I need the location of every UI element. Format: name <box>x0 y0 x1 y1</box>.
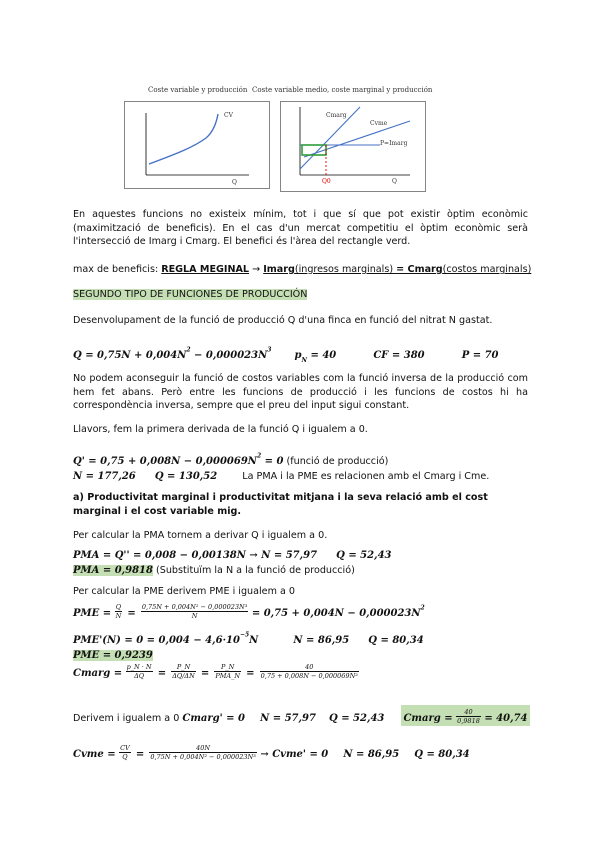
cmarg-line-eq: Cmarg' = 0 <box>182 713 246 724</box>
cvme-label: Cvme <box>370 120 388 127</box>
paragraph-optimum: En aquestes funcions no existeix mínim, tot i que sí que pot existir òptim econòmic (maximització de beneficis). En el cas d'un mercat competitiu el òptim econòmic serà l'intersecció de Imarg i Cmarg. El benefici és l'àrea del rectangle verd. <box>73 209 528 247</box>
pme-lhs: PME = <box>73 608 115 619</box>
eq-pn-val: = 40 <box>306 350 337 361</box>
cmarg-f1-num: p_N · N <box>126 663 152 671</box>
pme-deriv-n: N <box>249 635 259 646</box>
cmarg-lhs: Cmarg = <box>73 668 126 679</box>
pme-frac1-num: Q <box>115 603 122 611</box>
cv-label: CV <box>224 112 233 119</box>
pme-result-line <box>73 643 153 662</box>
pma-result: PMA = 0,9818 <box>73 565 153 576</box>
rule-title: REGLA MEGINAL <box>161 264 250 275</box>
cmarg-line-n: N = 57,97 <box>260 713 316 724</box>
pma-eq: PMA = Q'' = 0,008 − 0,00138N <box>73 550 246 561</box>
eq-dq-exp: 2 <box>256 452 262 460</box>
pme-intro: Per calcular la PME derivem PME i igualem a 0 <box>73 586 295 597</box>
pma-intro: Per calcular la PMA tornem a derivar Q i igualem a 0. <box>73 530 328 541</box>
figure-caption-right: Coste variable medio, coste marginal y producción <box>252 86 433 94</box>
section-title <box>73 288 307 302</box>
cmarg-res-num: 40 <box>456 708 481 717</box>
cvme-frac-2 <box>149 744 257 761</box>
cvme-f2-den: 0,75N + 0,004N² − 0,000023N³ <box>150 753 256 761</box>
pme-n: N = 86,95 <box>293 635 350 646</box>
eq-pn-sub: N <box>301 357 307 365</box>
cmarg-frac-2 <box>171 663 196 680</box>
cmarg-f2-den: ΔQ/ΔN <box>172 672 195 680</box>
eq-dq-note: (funció de producció) <box>283 456 389 467</box>
cost-q-label: Q <box>392 178 397 185</box>
cvme-frac-1 <box>119 744 131 761</box>
cmarg-label: Cmarg <box>326 112 347 119</box>
rule-imarg: Imarg <box>263 264 295 275</box>
cvme-lhs: Cvme = <box>73 749 120 760</box>
cmarg-result <box>401 705 529 726</box>
pme-deriv-exp: −5 <box>239 631 250 639</box>
cmarg-equation: Cmarg = $\frac{p\_N \cdot N}{\Delta Q}$ = $\frac{P\_N}{\Delta Q/\Delta N}$ = $\frac{P\_N}{\text{PMA\_N}}$ = $\frac{40}{\text{0,75 + 0,008N − 0,000069N²}}$ <box>73 663 358 680</box>
paragraph-derivative: Llavors, fem la primera derivada de la funció Q i igualem a 0. <box>73 424 368 435</box>
cvme-n: N = 86,95 <box>343 749 400 760</box>
pme-frac-2 <box>141 603 249 620</box>
cmarg-frac-4 <box>260 663 359 680</box>
eq-p: P = 70 <box>461 350 499 361</box>
cvme-eq: Cvme' = 0 <box>272 749 329 760</box>
cvme-f1-num: CV <box>120 744 130 752</box>
pma-n: N = 57,97 <box>261 550 318 561</box>
equation-q <box>73 343 499 364</box>
rule-costos: (costos marginals) <box>442 264 532 275</box>
paragraph-inverse: No podem aconseguir la funció de costos variables com la funció inversa de la producció com hem fet abans. Però entre les funcions de producció i les funcions de costos hi ha correspondència inversa, sempre que el preu del input sigui constant. <box>73 373 528 411</box>
rule-prefix: max de beneficis: <box>73 264 162 275</box>
rule-cmarg: Cmarg <box>407 264 443 275</box>
eq-nq-n: N = 177,26 <box>73 471 136 482</box>
cmarg-frac-1 <box>126 663 153 680</box>
cvme-f2-num: 40N <box>149 744 257 753</box>
cmarg-res-frac <box>456 708 481 725</box>
eq-q-lhs: Q = 0,75N + 0,004N <box>73 350 187 361</box>
pme-frac2-num: 0,75N + 0,004N² − 0,000023N³ <box>141 603 248 611</box>
rule-equals: = <box>396 264 408 275</box>
cmarg-f3-den: PMA_N <box>215 672 241 680</box>
eq-pn: p <box>294 350 302 361</box>
eq-cf: CF = 380 <box>373 350 425 361</box>
cmarg-f4-den: 0,75 + 0,008N − 0,000069N² <box>260 672 358 680</box>
q0-label: Q0 <box>322 178 331 185</box>
pme-deriv: PME'(N) = 0 = 0,004 − 4,6·10 <box>73 635 240 646</box>
cmarg-line-q: Q = 52,43 <box>329 713 385 724</box>
pme-q: Q = 80,34 <box>368 635 424 646</box>
cvme-q: Q = 80,34 <box>414 749 470 760</box>
eq-nq-q: Q = 130,52 <box>154 471 218 482</box>
pme-rhs-exp: 2 <box>420 604 425 612</box>
pme-frac1-den: N <box>115 612 122 620</box>
equation-nq <box>73 464 489 484</box>
eq-dq-rhs: = 0 <box>261 456 284 467</box>
pme-rhs: = 0,75 + 0,004N − 0,000023N <box>248 608 421 619</box>
cv-q-label: Q <box>232 179 237 186</box>
cmarg-res-rhs: = 40,74 <box>480 713 528 724</box>
eq-q-mid: − 0,000023N <box>190 350 268 361</box>
eq-nq-note: La PMA i la PME es relacionen amb el Cmarg i Cme. <box>242 471 490 482</box>
rule-arrow: → <box>249 264 264 275</box>
figure-caption-left: Coste variable y producción <box>148 86 248 94</box>
pma-result-line <box>73 558 355 578</box>
pme-frac-1 <box>115 603 123 620</box>
cmarg-f4-num: 40 <box>260 663 359 672</box>
cmarg-frac-3 <box>214 663 241 680</box>
paragraph-development: Desenvolupament de la funció de producció Q d'una finca en funció del nitrat N gastat. <box>73 315 493 326</box>
eq-q-exp2: 3 <box>267 346 272 354</box>
section-title-text: SEGUNDO TIPO DE FUNCIONES DE PRODUCCIÓN <box>73 289 308 300</box>
cmarg-f1-den: ΔQ <box>134 672 145 680</box>
pme-equation: PME = $\frac{Q}{N}$ = $\frac{\text{0,75N + 0,004N² − 0,000023N³}}{N}$ = $0,75 + 0,004N - 0,000023N^2$ <box>73 603 425 620</box>
eq-q-exp1: 2 <box>186 346 191 354</box>
cvme-f1-den: Q <box>122 753 128 761</box>
marginal-rule <box>73 263 543 277</box>
cmarg-derivative-line <box>73 706 530 726</box>
cvme-arrow: → <box>256 749 273 760</box>
cv-chart <box>124 101 270 189</box>
cmarg-f3-num: P_N <box>214 663 241 672</box>
rule-ingresos: (ingresos marginals) <box>294 264 397 275</box>
cmarg-line-prefix: Derivem i igualem a 0 <box>73 713 183 724</box>
pme-result: PME = 0,9239 <box>73 650 153 661</box>
eq-dq-lhs: Q' = 0,75 + 0,008N − 0,000069N <box>73 456 257 467</box>
cmarg-res-lhs: Cmarg = <box>403 713 457 724</box>
pma-q: Q = 52,43 <box>336 550 392 561</box>
cmarg-res-den: 0,9818 <box>457 717 480 725</box>
cmarg-f2-num: P_N <box>171 663 196 672</box>
cvme-equation: Cvme = $\frac{CV}{Q}$ = $\frac{40N}{\text{0,75N + 0,004N² − 0,000023N³}}$ → Cvme' = 0 N = 86,95 Q = 80,34 <box>73 744 470 761</box>
pma-arrow: → <box>245 550 262 561</box>
pma-result-note: (Substituïm la N a la funció de producció) <box>152 565 355 576</box>
pme-frac2-den: N <box>191 612 198 620</box>
subtitle-productivity: a) Productivitat marginal i productivitat mitjana i la seva relació amb el cost marginal i el cost variable mig. <box>73 492 488 517</box>
price-label: P=Imarg <box>380 140 408 147</box>
